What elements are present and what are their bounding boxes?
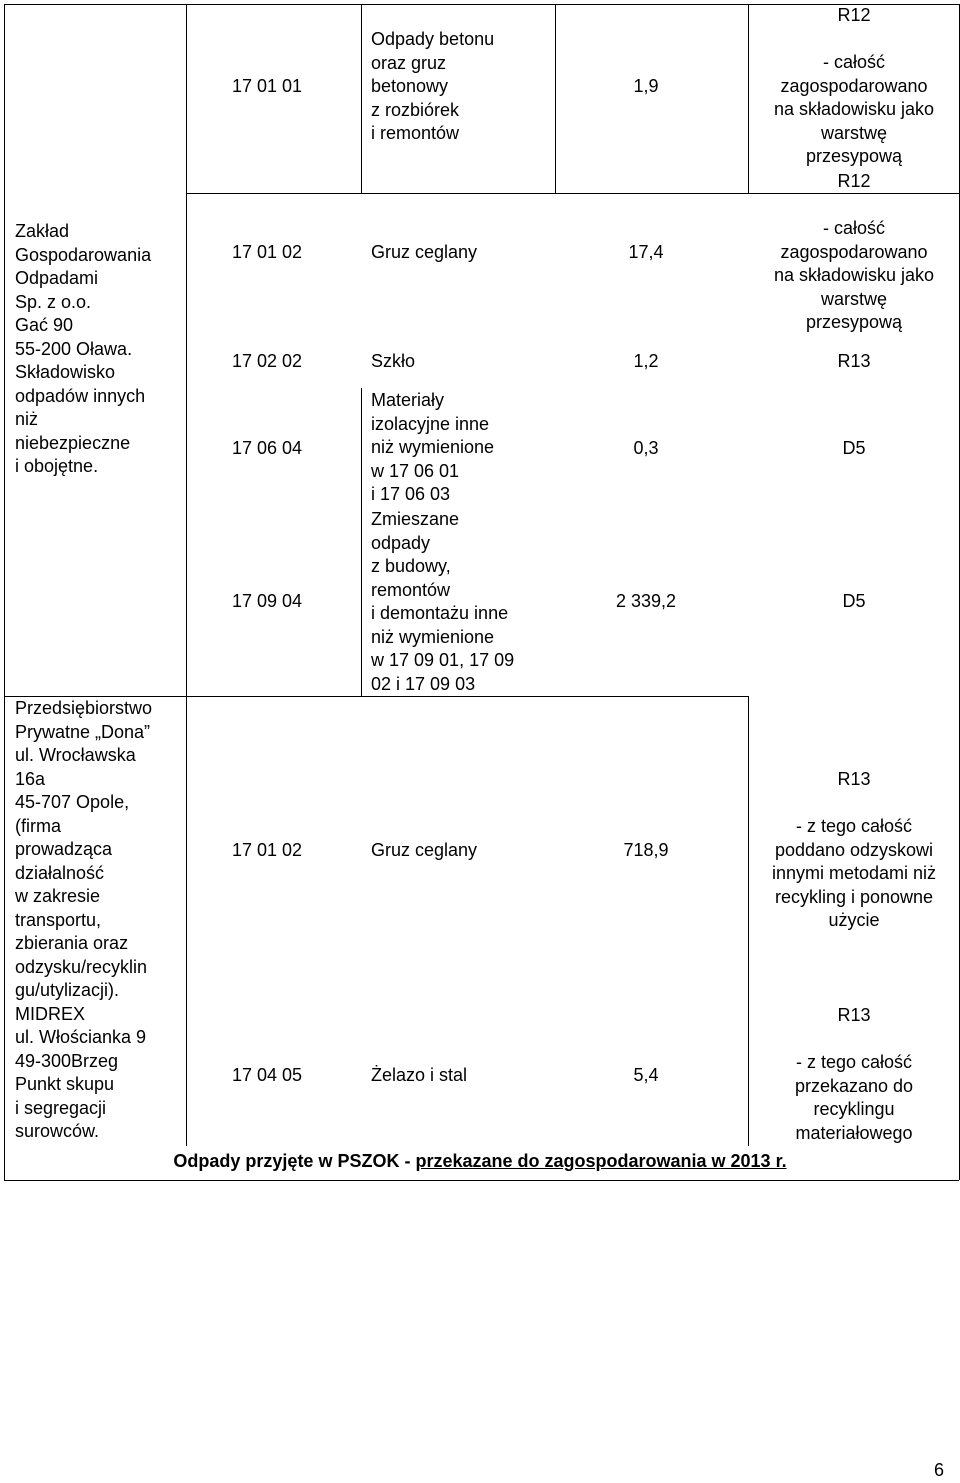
waste-mass: 718,9 <box>623 840 669 860</box>
table-border-bottom <box>4 1180 959 1181</box>
page-number: 6 <box>933 1460 944 1480</box>
recovery-method: R13 - z tego całość poddano odzyskowi innymi metodami niż recykling i ponowne użycie <box>771 769 937 930</box>
recovery-method: R12 - całość zagospodarowano na składowisku jako warstwę przesypową <box>773 5 935 166</box>
company-cell-1: Zakład Gospodarowania Odpadami Sp. z o.o. Gać 90 55-200 Oława. Składowisko odpadów innych niż niebezpieczne i obojętne. <box>15 221 152 476</box>
waste-code: 17 04 05 <box>232 1065 303 1085</box>
waste-code: 17 09 04 <box>232 591 303 611</box>
recovery-method: R13 - z tego całość przekazano do recyklingu materiałowego <box>794 1005 914 1143</box>
column-divider-2 <box>361 4 362 193</box>
waste-code: 17 01 02 <box>232 242 303 262</box>
waste-name: Gruz ceglany <box>371 242 478 262</box>
waste-mass: 1,9 <box>633 76 659 96</box>
waste-mass: 17,4 <box>628 242 664 262</box>
waste-mass: 1,2 <box>633 351 659 371</box>
recovery-method: R12 - całość zagospodarowano na składowisku jako warstwę przesypową <box>773 171 935 332</box>
waste-mass: 5,4 <box>633 1065 659 1085</box>
waste-code: 17 06 04 <box>232 438 303 458</box>
waste-code: 17 01 02 <box>232 840 303 860</box>
recovery-method: D5 <box>842 591 866 611</box>
waste-name: Żelazo i stal <box>371 1065 468 1085</box>
waste-name: Zmieszane odpady z budowy, remontów i demontażu inne niż wymienione w 17 09 01, 17 09 02 i 17 09 03 <box>371 509 515 694</box>
waste-name: Szkło <box>371 351 416 371</box>
waste-mass: 0,3 <box>633 438 659 458</box>
waste-name: Odpady betonu oraz gruz betonowy z rozbiórek i remontów <box>371 29 495 143</box>
waste-mass: 2 339,2 <box>615 591 677 611</box>
company-cell-2: Przedsiębiorstwo Prywatne „Dona” ul. Wrocławska 16a 45-707 Opole, (firma prowadząca działalność w zakresie transportu, zbierania oraz odzysku/recyklin gu/utylizacji). MIDREX ul. Włościanka 9 49-300Brzeg Punkt skupu i segregacji surowców. <box>15 698 153 1141</box>
recovery-method: D5 <box>842 438 866 458</box>
footer-underlined: przekazane do zagospodarowania w 2013 r. <box>415 1151 787 1171</box>
waste-code: 17 02 02 <box>232 351 303 371</box>
column-divider-2b <box>361 388 362 696</box>
recovery-method: R13 <box>837 351 871 371</box>
table-footer-caption <box>0 1150 960 1174</box>
footer-prefix: Odpady przyjęte w PSZOK - <box>173 1151 416 1171</box>
column-divider-3 <box>555 4 556 193</box>
waste-name: Gruz ceglany <box>371 840 478 860</box>
row-divider-2 <box>186 696 748 697</box>
waste-name: Materiały izolacyjne inne niż wymienione w 17 06 01 i 17 06 03 <box>371 390 495 504</box>
table-border-left <box>4 4 5 1180</box>
column-divider-1 <box>186 4 187 1146</box>
waste-code: 17 01 01 <box>232 76 303 96</box>
